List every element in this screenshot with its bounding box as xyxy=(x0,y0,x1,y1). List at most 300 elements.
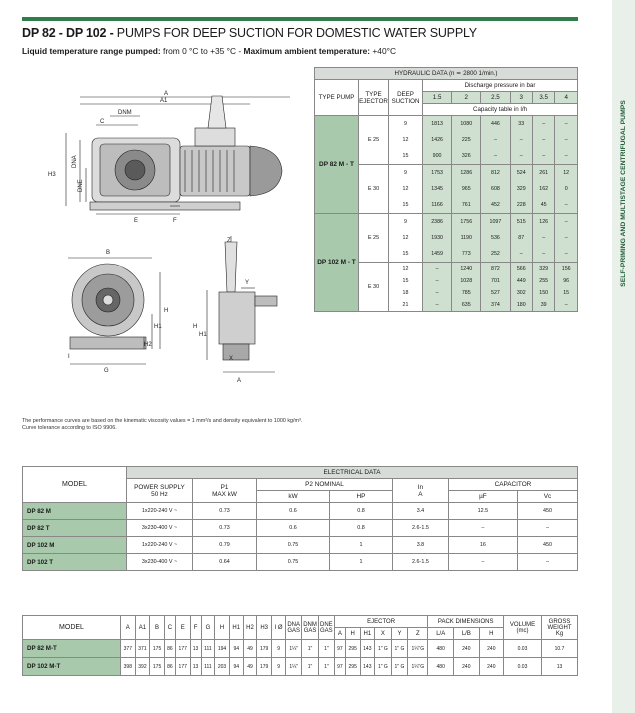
dim-label-ejector-h1: H1 xyxy=(199,332,207,338)
cell-value: 9 xyxy=(404,170,407,176)
page-title: DP 82 - DP 102 - PUMPS FOR DEEP SUCTION FOR DOMESTIC WATER SUPPLY xyxy=(22,26,477,40)
table-cell: 0.03 xyxy=(504,658,542,676)
cell-value: 1190 xyxy=(460,235,472,241)
table-cell: 3x230-400 V ~ xyxy=(127,520,193,537)
dim-col-ejector-sub: A xyxy=(334,628,345,640)
dim-label-ejector-a: A xyxy=(237,378,242,384)
dim-col-ejector: EJECTOR xyxy=(334,616,428,628)
table-row xyxy=(23,554,578,571)
cell-value: – xyxy=(564,219,568,225)
cell-value: 39 xyxy=(540,302,547,308)
table-cell: 3.4 xyxy=(392,503,448,520)
capacity-col xyxy=(510,214,532,263)
table-cell: 2.6-1.5 xyxy=(392,520,448,537)
dim-col: G xyxy=(201,616,215,640)
pump-name: DP 102 M - T xyxy=(315,214,359,312)
table-cell: 240 xyxy=(479,658,503,676)
cell-value: 1813 xyxy=(431,121,443,127)
cell-value: – xyxy=(435,290,439,296)
cell-value: 1426 xyxy=(431,137,443,143)
table-cell: DP 102 M-T xyxy=(23,658,121,676)
table-cell: 203 xyxy=(215,658,230,676)
table-cell: 179 xyxy=(257,658,272,676)
capacity-col xyxy=(532,263,554,312)
cell-value: 566 xyxy=(516,266,526,272)
cell-value: 15 xyxy=(402,153,409,159)
pressure-header: 2 xyxy=(452,92,481,104)
table-cell: 111 xyxy=(201,640,215,658)
dim-col: I Ø xyxy=(271,616,285,640)
cell-value: 326 xyxy=(461,153,471,159)
cell-value: 449 xyxy=(516,278,526,284)
cell-value: 162 xyxy=(539,186,549,192)
table-cell: 175 xyxy=(150,658,165,676)
table-cell: 13 xyxy=(542,658,578,676)
table-cell: 1" G xyxy=(391,658,408,676)
cell-value: 1753 xyxy=(431,170,443,176)
table-cell: 1" xyxy=(302,640,319,658)
table-cell: 1¼"G xyxy=(408,658,428,676)
cell-value: 452 xyxy=(491,202,500,208)
table-cell: 0.79 xyxy=(193,537,257,554)
pump-name: DP 82 M - T xyxy=(315,116,359,214)
pump-front-drawing xyxy=(40,232,200,377)
table-cell: 111 xyxy=(201,658,215,676)
cell-value: 225 xyxy=(461,137,471,143)
table-cell: DP 82 M xyxy=(23,503,127,520)
cell-value: – xyxy=(542,153,546,159)
cell-value: 15 xyxy=(402,202,409,208)
cell-value: 96 xyxy=(563,278,570,284)
cell-value: 1080 xyxy=(460,121,473,127)
cell-value: 45 xyxy=(540,202,547,208)
table-cell: 179 xyxy=(257,640,272,658)
dim-label-c: C xyxy=(100,119,105,125)
cell-value: 374 xyxy=(491,302,500,308)
dim-col-pack-sub: L/B xyxy=(454,628,480,640)
table-cell: 1 xyxy=(330,554,393,571)
cell-value: 12 xyxy=(563,170,570,176)
cell-value: 9 xyxy=(404,219,407,225)
table-cell: 97 xyxy=(334,640,345,658)
table-cell: 9 xyxy=(271,640,285,658)
page-subtitle: Liquid temperature range pumped: from 0 °C to +35 °C - Maximum ambient temperature: +40°C xyxy=(22,46,397,56)
table-row xyxy=(23,520,578,537)
cell-value: 12 xyxy=(402,266,409,272)
cell-value: 228 xyxy=(516,202,526,208)
depth-list xyxy=(389,165,423,214)
pump-side-drawing xyxy=(40,88,310,228)
table-cell: 86 xyxy=(164,640,175,658)
dim-col-ejector-sub: H1 xyxy=(360,628,375,640)
col-type-pump: TYPE PUMP xyxy=(315,80,359,116)
cell-value: 1930 xyxy=(431,235,443,241)
table-cell: 1x220-240 V ~ xyxy=(127,537,193,554)
cell-value: 524 xyxy=(516,170,526,176)
cell-value: – xyxy=(564,121,568,127)
table-cell: 49 xyxy=(243,658,257,676)
capacity-col xyxy=(423,116,452,165)
cell-value: 701 xyxy=(491,278,500,284)
cell-value: 1345 xyxy=(431,186,443,192)
elec-col-in: In A xyxy=(392,479,448,503)
capacity-col xyxy=(510,263,532,312)
cell-value: 785 xyxy=(461,290,471,296)
table-cell: 480 xyxy=(428,658,454,676)
table-cell: 295 xyxy=(345,640,360,658)
cell-value: 1286 xyxy=(460,170,473,176)
capacity-col xyxy=(532,165,554,214)
depth-list xyxy=(389,263,423,312)
elec-col-kw: kW xyxy=(257,491,330,503)
table-cell: 450 xyxy=(517,537,577,554)
table-cell: 1¼"G xyxy=(408,640,428,658)
pressure-header: 1.5 xyxy=(423,92,452,104)
dim-label-y: Y xyxy=(245,280,250,286)
electrical-data-table xyxy=(22,466,578,571)
cell-value: 15 xyxy=(402,278,409,284)
table-cell: – xyxy=(517,520,577,537)
cell-value: 261 xyxy=(539,170,549,176)
elec-col-uf: µF xyxy=(448,491,517,503)
table-cell: 1" xyxy=(302,658,319,676)
capacity-col xyxy=(555,116,578,165)
table-cell: 194 xyxy=(215,640,230,658)
capacity-col xyxy=(532,214,554,263)
table-cell: 177 xyxy=(175,658,190,676)
dim-label-h1: H1 xyxy=(154,324,162,330)
cell-value: 87 xyxy=(518,235,525,241)
dim-col: B xyxy=(150,616,165,640)
cell-value: 150 xyxy=(539,290,549,296)
dim-label-a: A xyxy=(164,91,169,97)
dim-label-f: F xyxy=(173,218,177,224)
capacity-col xyxy=(452,214,481,263)
table-cell: 1" G xyxy=(375,640,392,658)
cell-value: – xyxy=(542,251,546,257)
dim-col-pack-sub: L/A xyxy=(428,628,454,640)
capacity-col xyxy=(532,116,554,165)
cell-value: – xyxy=(519,153,523,159)
elec-title: ELECTRICAL DATA xyxy=(127,467,578,479)
cell-value: 33 xyxy=(518,121,525,127)
dim-col-pack-sub: H xyxy=(479,628,503,640)
dim-label-z: Z xyxy=(227,238,231,244)
ejector-name: E 30 xyxy=(359,263,389,312)
capacity-col xyxy=(510,165,532,214)
table-cell: 94 xyxy=(229,658,243,676)
depth-list xyxy=(389,116,423,165)
elec-col-power: POWER SUPPLY 50 Hz xyxy=(127,479,193,503)
table-cell: DP 82 M-T xyxy=(23,640,121,658)
dim-label-dnm: DNM xyxy=(118,110,132,116)
cell-value: 9 xyxy=(404,121,407,127)
cell-value: 12 xyxy=(402,235,409,241)
dim-label-dne: DNE xyxy=(78,179,84,192)
table-row xyxy=(23,658,578,676)
cell-value: 527 xyxy=(491,290,500,296)
table-cell: 0.6 xyxy=(257,520,330,537)
cell-value: 1097 xyxy=(489,219,502,225)
table-cell: 240 xyxy=(454,640,480,658)
table-cell: 3x230-400 V ~ xyxy=(127,554,193,571)
capacity-col xyxy=(510,116,532,165)
cell-value: 635 xyxy=(461,302,471,308)
elec-col-p1: P1 MAX kW xyxy=(193,479,257,503)
sidebar-label: SELF-PRIMING AND MULTISTAGE CENTRIFUGAL PUMPS xyxy=(620,99,628,287)
cell-value: 812 xyxy=(491,170,500,176)
table-cell: 1" xyxy=(318,658,334,676)
table-cell: 0.03 xyxy=(504,640,542,658)
cell-value: 329 xyxy=(539,266,549,272)
table-cell: – xyxy=(448,520,517,537)
cell-value: – xyxy=(542,121,546,127)
table-cell: 3.8 xyxy=(392,537,448,554)
cell-value: – xyxy=(519,137,523,143)
dim-col: H3 xyxy=(257,616,272,640)
table-cell: 49 xyxy=(243,640,257,658)
performance-note: The performance curves are based on the kinematic viscosity values = 1 mm²/s and density equivalent to 1000 kg/m³. Curve tolerance according to ISO 9906. xyxy=(22,418,303,431)
cell-value: – xyxy=(435,302,439,308)
table-cell: 86 xyxy=(164,658,175,676)
dim-col-model: MODEL xyxy=(23,616,121,640)
table-cell: 16 xyxy=(448,537,517,554)
cell-value: 2386 xyxy=(431,219,443,225)
dim-label-i: I xyxy=(68,354,70,360)
pressure-header: 4 xyxy=(555,92,578,104)
capacity-col xyxy=(423,214,452,263)
hydraulic-title: HYDRAULIC DATA (n ≃ 2800 1/min.) xyxy=(315,68,578,80)
dim-label-g: G xyxy=(104,368,109,374)
discharge-title: Discharge pressure in bar xyxy=(423,80,578,92)
cell-value: – xyxy=(564,302,568,308)
dim-col-gross: GROSS WEIGHT Kg xyxy=(542,616,578,640)
table-cell: 1" G xyxy=(375,658,392,676)
table-cell: 1x220-240 V ~ xyxy=(127,503,193,520)
dim-col-ejector-sub: Y xyxy=(391,628,408,640)
table-cell: 0.73 xyxy=(193,520,257,537)
cell-value: 18 xyxy=(402,290,409,296)
elec-col-model: MODEL xyxy=(23,467,127,503)
dim-label-h2: H2 xyxy=(144,342,152,348)
ejector-name: E 25 xyxy=(359,214,389,263)
table-cell: DP 102 T xyxy=(23,554,127,571)
cell-value: 252 xyxy=(491,251,500,257)
table-cell: 10.7 xyxy=(542,640,578,658)
cell-value: 15 xyxy=(563,290,570,296)
cell-value: – xyxy=(542,137,546,143)
table-cell: 13 xyxy=(190,640,201,658)
capacity-col xyxy=(481,263,510,312)
cell-value: 515 xyxy=(516,219,526,225)
ejector-name: E 25 xyxy=(359,116,389,165)
pressure-header: 3 xyxy=(510,92,532,104)
table-cell: – xyxy=(517,554,577,571)
table-cell: 177 xyxy=(175,640,190,658)
cell-value: 1240 xyxy=(460,266,473,272)
hydraulic-data-table xyxy=(314,67,578,312)
elec-col-hp: HP xyxy=(330,491,393,503)
table-cell: 143 xyxy=(360,658,375,676)
elec-col-p2: P2 NOMINAL xyxy=(257,479,393,491)
capacity-col xyxy=(423,263,452,312)
dim-col: F xyxy=(190,616,201,640)
col-type-ejector: TYPE EJECTOR xyxy=(359,80,389,116)
dim-col-pack: PACK DIMENSIONS xyxy=(428,616,504,628)
table-cell: 94 xyxy=(229,640,243,658)
dim-col: H1 xyxy=(229,616,243,640)
table-cell: 1¼" xyxy=(286,640,302,658)
dim-col: E xyxy=(175,616,190,640)
table-cell: 13 xyxy=(190,658,201,676)
pressure-header: 3.5 xyxy=(532,92,554,104)
cell-value: – xyxy=(564,202,568,208)
capacity-col xyxy=(481,165,510,214)
table-cell: 371 xyxy=(135,640,150,658)
table-cell: 0.75 xyxy=(257,537,330,554)
capacity-col xyxy=(452,263,481,312)
table-cell: 97 xyxy=(334,658,345,676)
cell-value: 329 xyxy=(516,186,526,192)
cell-value: – xyxy=(564,235,568,241)
table-row xyxy=(23,640,578,658)
capacity-col xyxy=(481,116,510,165)
table-cell: 2.6-1.5 xyxy=(392,554,448,571)
table-cell: 12.5 xyxy=(448,503,517,520)
dim-label-h3: H3 xyxy=(48,172,56,178)
table-cell: 143 xyxy=(360,640,375,658)
cell-value: 761 xyxy=(461,202,471,208)
dim-col-volume: VOLUME (mc) xyxy=(504,616,542,640)
cell-value: – xyxy=(564,153,568,159)
dimensions-table xyxy=(22,615,578,676)
table-cell: DP 82 T xyxy=(23,520,127,537)
table-cell: 377 xyxy=(121,640,136,658)
table-cell: 9 xyxy=(271,658,285,676)
table-cell: 295 xyxy=(345,658,360,676)
cell-value: – xyxy=(519,251,523,257)
dim-col-ejector-sub: H xyxy=(345,628,360,640)
capacity-col xyxy=(555,263,578,312)
cell-value: 872 xyxy=(491,266,500,272)
table-cell: 1¼" xyxy=(286,658,302,676)
table-cell: 0.8 xyxy=(330,520,393,537)
cell-value: 608 xyxy=(491,186,500,192)
capacity-col xyxy=(555,165,578,214)
dim-col: C xyxy=(164,616,175,640)
table-cell: 450 xyxy=(517,503,577,520)
dim-col-ejector-sub: Z xyxy=(408,628,428,640)
cell-value: – xyxy=(435,266,439,272)
elec-col-vc: Vc xyxy=(517,491,577,503)
capacity-col xyxy=(452,116,481,165)
dim-label-a1: A1 xyxy=(160,98,168,104)
table-cell: 0.64 xyxy=(193,554,257,571)
cell-value: 1166 xyxy=(431,202,443,208)
table-cell: DP 102 M xyxy=(23,537,127,554)
cell-value: 1756 xyxy=(460,219,473,225)
table-cell: 1 xyxy=(330,537,393,554)
cell-value: 0 xyxy=(564,186,568,192)
table-row xyxy=(23,537,578,554)
table-cell: 240 xyxy=(479,640,503,658)
table-cell: 0.75 xyxy=(257,554,330,571)
cell-value: 1459 xyxy=(431,251,443,257)
dim-label-h: H xyxy=(164,308,169,314)
table-cell: 1" G xyxy=(391,640,408,658)
table-cell: 392 xyxy=(135,658,150,676)
cell-value: 126 xyxy=(539,219,549,225)
cell-value: 773 xyxy=(461,251,471,257)
cell-value: – xyxy=(435,278,439,284)
cell-value: 255 xyxy=(539,278,549,284)
cell-value: 302 xyxy=(516,290,526,296)
capacity-title: Capacity table in l/h xyxy=(423,104,578,116)
capacity-col xyxy=(452,165,481,214)
cell-value: 1028 xyxy=(460,278,473,284)
col-deep-suction: DEEP SUCTION xyxy=(389,80,423,116)
table-cell: 0.8 xyxy=(330,503,393,520)
cell-value: 21 xyxy=(402,302,409,308)
table-cell: 175 xyxy=(150,640,165,658)
cell-value: 900 xyxy=(432,153,442,159)
table-row xyxy=(23,503,578,520)
dim-col-dna: DNA GAS xyxy=(286,616,302,640)
cell-value: 156 xyxy=(561,266,571,272)
ejector-name: E 30 xyxy=(359,165,389,214)
cell-value: 536 xyxy=(491,235,500,241)
dim-col: H2 xyxy=(243,616,257,640)
capacity-col xyxy=(555,214,578,263)
cell-value: – xyxy=(542,235,546,241)
table-cell: – xyxy=(448,554,517,571)
cell-value: – xyxy=(493,137,497,143)
dim-col: A1 xyxy=(135,616,150,640)
dim-label-ejector-h: H xyxy=(193,324,198,330)
table-cell: 398 xyxy=(121,658,136,676)
depth-list xyxy=(389,214,423,263)
cell-value: 15 xyxy=(402,251,409,257)
capacity-col xyxy=(423,165,452,214)
ejector-drawing xyxy=(185,232,295,392)
table-cell: 0.6 xyxy=(257,503,330,520)
dim-label-e: E xyxy=(134,218,139,224)
dim-label-b: B xyxy=(106,250,111,256)
capacity-col xyxy=(481,214,510,263)
cell-value: 12 xyxy=(402,186,409,192)
dim-col-dnm: DNM GAS xyxy=(302,616,319,640)
elec-col-capacitor: CAPACITOR xyxy=(448,479,577,491)
dim-label-dna: DNA xyxy=(72,155,78,168)
pressure-header: 2.5 xyxy=(481,92,510,104)
dim-col: H xyxy=(215,616,230,640)
table-cell: 240 xyxy=(454,658,480,676)
table-cell: 0.73 xyxy=(193,503,257,520)
cell-value: – xyxy=(564,137,568,143)
dim-col-ejector-sub: X xyxy=(375,628,392,640)
dim-label-x: X xyxy=(229,356,234,362)
cell-value: 446 xyxy=(491,121,500,127)
cell-value: 965 xyxy=(461,186,471,192)
cell-value: 180 xyxy=(516,302,526,308)
dim-col-dne: DNE GAS xyxy=(318,616,334,640)
top-rule xyxy=(22,17,578,21)
cell-value: – xyxy=(564,251,568,257)
cell-value: 12 xyxy=(402,137,409,143)
table-cell: 480 xyxy=(428,640,454,658)
cell-value: – xyxy=(493,153,497,159)
dim-col: A xyxy=(121,616,136,640)
